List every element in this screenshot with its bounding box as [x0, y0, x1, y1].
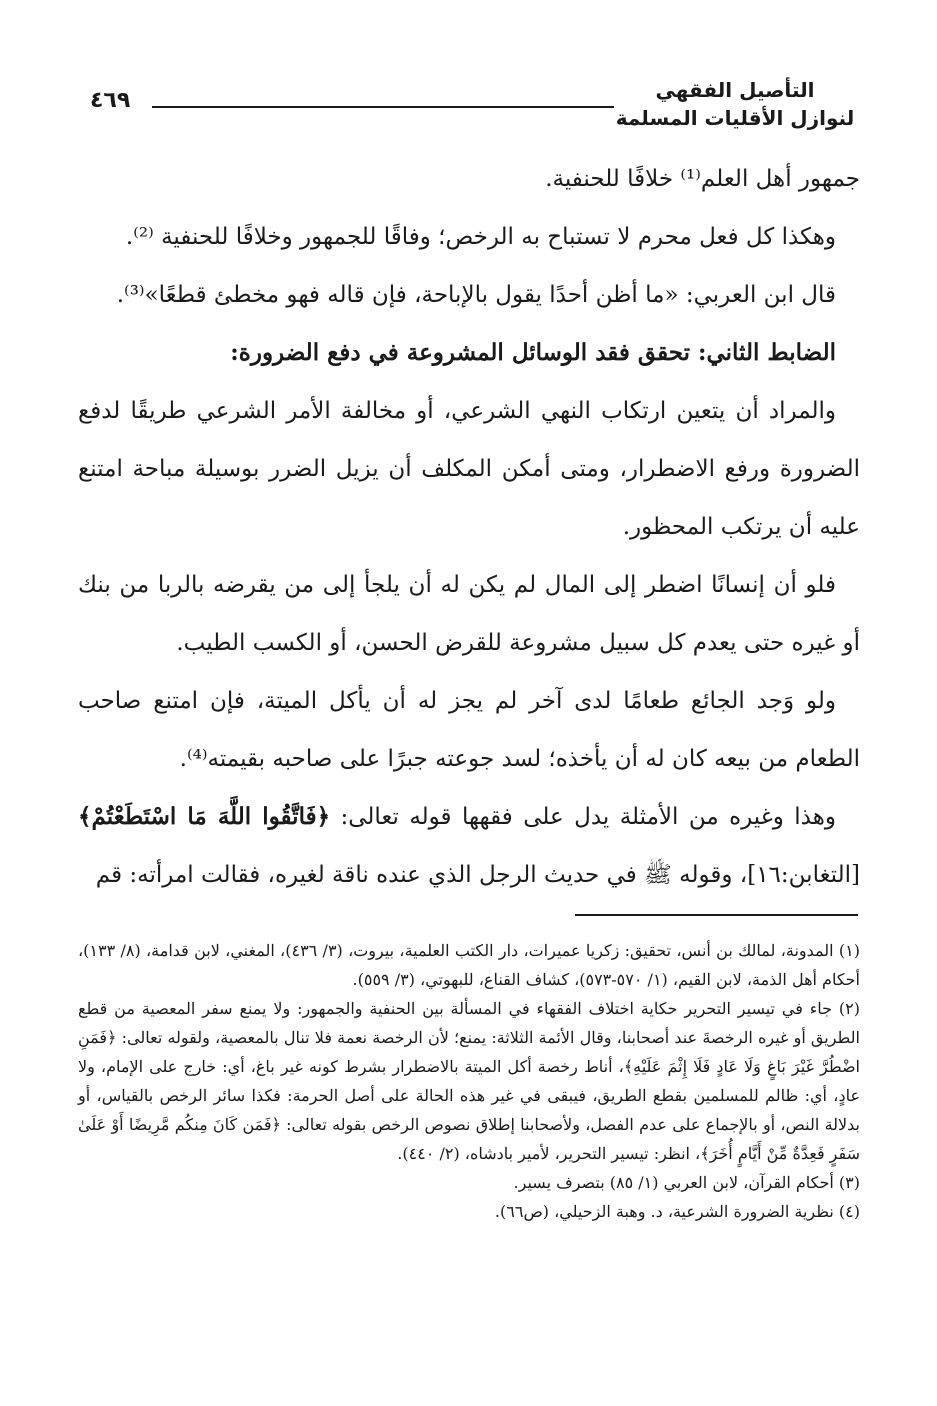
footnote-4: (٤) نظرية الضرورة الشرعية، د. وهبة الزحيلي، (ص٦٦). — [494, 1202, 860, 1221]
paragraph-1: جمهور أهل العلم⁽¹⁾ خلافًا للحنفية. — [545, 166, 860, 192]
main-text — [78, 150, 860, 904]
paragraph-8-start: وهذا وغيره من الأمثلة يدل على فقهها قوله تعالى: — [340, 804, 836, 830]
page-number: ٤٦٩ — [90, 88, 131, 113]
paragraph-6: فلو أن إنسانًا اضطر إلى المال لم يكن له أن يلجأ إلى من يقرضه بالربا من بنك أو غيره حتى يعدم كل سبيل مشروعة للقرض الحسن، أو الكسب الطيب. — [78, 572, 860, 656]
paragraph-2: وهكذا كل فعل محرم لا تستباح به الرخص؛ وفاقًا للجمهور وخلافًا للحنفية ⁽²⁾. — [125, 224, 836, 250]
running-header — [90, 70, 860, 140]
paragraph-3: قال ابن العربي: «ما أظن أحدًا يقول بالإباحة، فإن قاله فهو مخطئ قطعًا»⁽³⁾. — [116, 282, 836, 308]
paragraph-8-end: [التغابن:١٦]، وقوله ﷺ في حديث الرجل الذي عنده ناقة لغيره، فقالت امرأته: قم — [95, 862, 860, 888]
footnote-3: (٣) أحكام القرآن، لابن العربي (١/ ٨٥) بتصرف يسير. — [513, 1173, 860, 1192]
paragraph-8 — [78, 788, 860, 904]
book-title-line-1: التأصيل الفقهي — [655, 78, 815, 102]
paragraph-5: والمراد أن يتعين ارتكاب النهي الشرعي، أو مخالفة الأمر الشرعي طريقًا لدفع الضرورة ورفع الاضطرار، ومتى أمكن المكلف أن يزيل الضرر بوسيلة مباحة امتنع عليه أن يرتكب المحظور. — [78, 398, 860, 540]
footnote-divider — [575, 914, 858, 916]
header-rule — [152, 106, 614, 108]
section-heading: الضابط الثاني: تحقق فقد الوسائل المشروعة في دفع الضرورة: — [230, 339, 836, 366]
quran-verse: ﴿فَاتَّقُوا اللَّهَ مَا اسْتَطَعْتُمْ﴾ — [78, 803, 331, 830]
footnotes — [78, 936, 860, 1226]
footnote-2: (٢) جاء في تيسير التحرير حكاية اختلاف الفقهاء في المسألة بين الحنفية والجمهور: ولا يمنع سفر المعصية من قطع الطريق أو غيره الرخصةَ عند أصحابنا، وقال الأئمة الثلاثة: يمنع؛ لأن الرخصة نعمة فلا تنال بالمعصية، ولقوله تعالى: ﴿فَمَنِ اضْطُرَّ غَيْرَ بَاغٍ وَلَا عَادٍ فَلَا إِثْمَ عَلَيْهِ﴾، أناط رخصة أكل الميتة بالاضطرار بشرط كونه غير باغ، أي: خارج على الإمام، ولا عادٍ، أي: ظالم للمسلمين بقطع الطريق، فيبقى في غير هذه الحالة على أصل الحرمة: فكذا سائر الرخص بالقياس، أو بدلالة النص، أو بالإجماع على عدم الفصل، ولأصحابنا إطلاق نصوص الرخص بقوله تعالى: ﴿فَمَن كَانَ مِنكُم مَّرِيضًا أَوْ عَلَىٰ سَفَرٍ فَعِدَّةٌ مِّنْ أَيَّامٍ أُخَرَ﴾، انظر: تيسير التحرير، لأمير بادشاه، (٢/ ٤٤٠). — [78, 999, 861, 1163]
book-title-line-2: لنوازل الأقليات المسلمة — [615, 106, 855, 130]
footnote-1: (١) المدونة، لمالك بن أنس، تحقيق: زكريا عميرات، دار الكتب العلمية، بيروت، (٣/ ٤٣٦)، المغني، لابن قدامة، (٨/ ١٣٣)، أحكام أهل الذمة، لابن القيم، (١/ ٥٧٠-٥٧٣)، كشاف القناع، للبهوتي، (٣/ ٥٥٩). — [78, 941, 860, 989]
book-title — [610, 76, 860, 132]
paragraph-7: ولو وَجد الجائع طعامًا لدى آخر لم يجز له أن يأكل الميتة، فإن امتنع صاحب الطعام من بيعه كان له أن يأخذه؛ لسد جوعته جبرًا على صاحبه بقيمته⁽⁴⁾. — [78, 688, 860, 772]
